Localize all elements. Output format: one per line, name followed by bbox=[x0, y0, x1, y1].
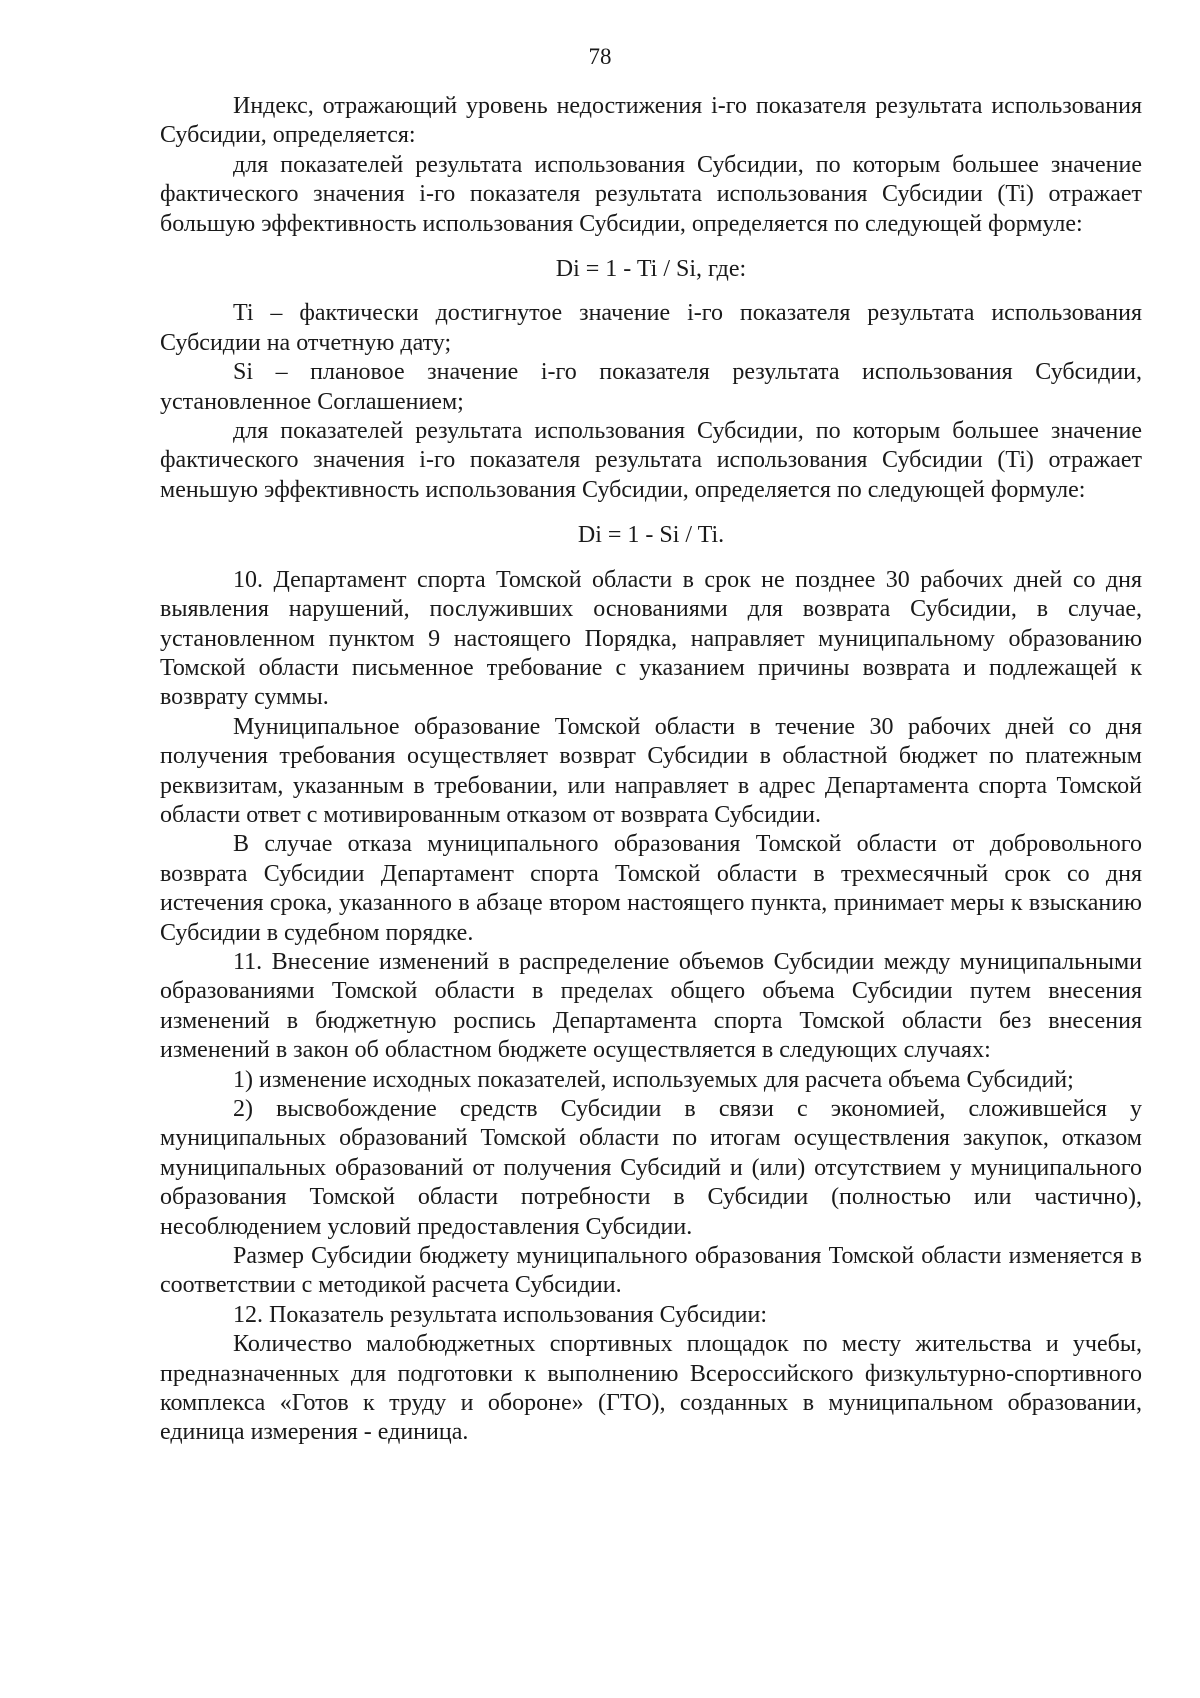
page-number: 78 bbox=[588, 44, 612, 69]
paragraph-si-definition: Si – плановое значение i-го показателя результата использования Субсидии, установленное Соглашением; bbox=[160, 359, 1142, 415]
paragraph-subsidy-size: Размер Субсидии бюджету муниципального образования Томской области изменяется в соответствии с методикой расчета Субсидии. bbox=[160, 1243, 1142, 1299]
formula-di-si-ti: Di = 1 - Si / Ti. bbox=[577, 522, 725, 549]
list-item-1: 1) изменение исходных показателей, используемых для расчета объема Субсидий; bbox=[233, 1066, 1074, 1093]
paragraph-index-intro: Индекс, отражающий уровень недостижения i-го показателя результата использования Субсидии, определяется: bbox=[160, 93, 1142, 149]
document-body bbox=[160, 92, 1142, 1448]
paragraph-refusal-case: В случае отказа муниципального образования Томской области от добровольного возврата Субсидии Департамент спорта Томской области в трехмесячный срок со дня истечения срока, указанного в абзаце втором настоящего пункта, принимает меры к взысканию Субсидии в судебном порядке. bbox=[160, 831, 1142, 946]
paragraph-return-procedure: Муниципальное образование Томской области в течение 30 рабочих дней со дня получения требования осуществляет возврат Субсидии в областной бюджет по платежным реквизитам, указанным в требовании, или направляет в адрес Департамента спорта Томской области ответ с мотивированным отказом от возврата Субсидии. bbox=[160, 713, 1142, 828]
paragraph-greater-better: для показателей результата использования Субсидии, по которым большее значение фактического значения i-го показателя результата использования Субсидии (Ti) отражает большую эффективность использования Субсидии, определяется по следующей формуле: bbox=[160, 151, 1142, 237]
paragraph-item-12: 12. Показатель результата использования Субсидии: bbox=[233, 1301, 768, 1328]
paragraph-item-10: 10. Департамент спорта Томской области в срок не позднее 30 рабочих дней со дня выявления нарушений, послуживших основаниями для возврата Субсидии, в случае, установленном пунктом 9 настоящего Порядка, направляет муниципальному образованию Томской области письменное требование с указанием причины возврата и подлежащей к возврату суммы. bbox=[160, 566, 1142, 711]
paragraph-item-11: 11. Внесение изменений в распределение объемов Субсидии между муниципальными образованиями Томской области в пределах общего объема Субсидии путем внесения изменений в бюджетную роспись Департамента спорта Томской области без внесения изменений в закон об областном бюджете осуществляется в следующих случаях: bbox=[160, 948, 1142, 1064]
paragraph-greater-worse: для показателей результата использования Субсидии, по которым большее значение фактического значения i-го показателя результата использования Субсидии (Ti) отражает меньшую эффективность использования Субсидии, определяется по следующей формуле: bbox=[160, 418, 1142, 503]
list-item-2: 2) высвобождение средств Субсидии в связи с экономией, сложившейся у муниципальных образований Томской области по итогам осуществления закупок, отказом муниципальных образований от получения Субсидий и (или) отсутствием у муниципального образования Томской области потребности в Субсидии (полностью или частично), несоблюдением условий предоставления Субсидии. bbox=[160, 1096, 1142, 1240]
paragraph-ti-definition: Ti – фактически достигнутое значение i-го показателя результата использования Субсидии на отчетную дату; bbox=[160, 300, 1142, 356]
formula-di-ti-si: Di = 1 - Ti / Si, где: bbox=[555, 256, 747, 283]
paragraph-result-indicator: Количество малобюджетных спортивных площадок по месту жительства и учебы, предназначенных для подготовки к выполнению Всероссийского физкультурно-спортивного комплекса «Готов к труду и обороне» (ГТО), созданных в муниципальном образовании, единица измерения - единица. bbox=[160, 1331, 1142, 1446]
